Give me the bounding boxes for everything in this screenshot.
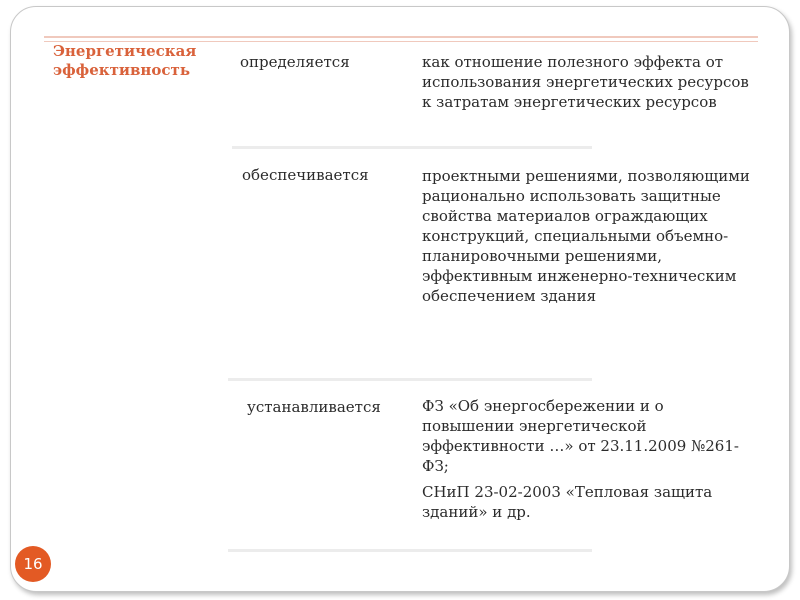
row-verb-1: определяется — [240, 53, 350, 71]
row-separator-3 — [228, 549, 592, 552]
row-verb-2: обеспечивается — [242, 166, 369, 184]
row-separator-2 — [228, 378, 592, 381]
row-description-1-text: как отношение полезного эффекта от использования энергетических ресурсов к затратам энергетических ресурсов — [422, 53, 749, 111]
row-verb-3: устанавливается — [247, 398, 381, 416]
top-rule — [44, 36, 758, 38]
row-description-2-text: проектными решениями, позволяющими рационально использовать защитные свойства материалов ограждающих конструкций, специальными объемно-планировочными решениями, эффективным инженерно-техническим обеспечением здания — [422, 167, 750, 305]
row-separator-1 — [232, 146, 592, 149]
slide-heading: Энергетическая эффективность — [53, 42, 197, 79]
row-description-3 — [422, 396, 752, 522]
row-description-1 — [422, 52, 752, 112]
row-description-2 — [422, 166, 752, 306]
slide-number-badge: 16 — [15, 546, 51, 582]
row-description-3-text-2: СНиП 23-02-2003 «Тепловая защита зданий» и др. — [422, 483, 713, 521]
row-description-3-text-1: ФЗ «Об энергосбережении и о повышении энергетической эффективности …» от 23.11.2009 №261-ФЗ; — [422, 397, 739, 475]
